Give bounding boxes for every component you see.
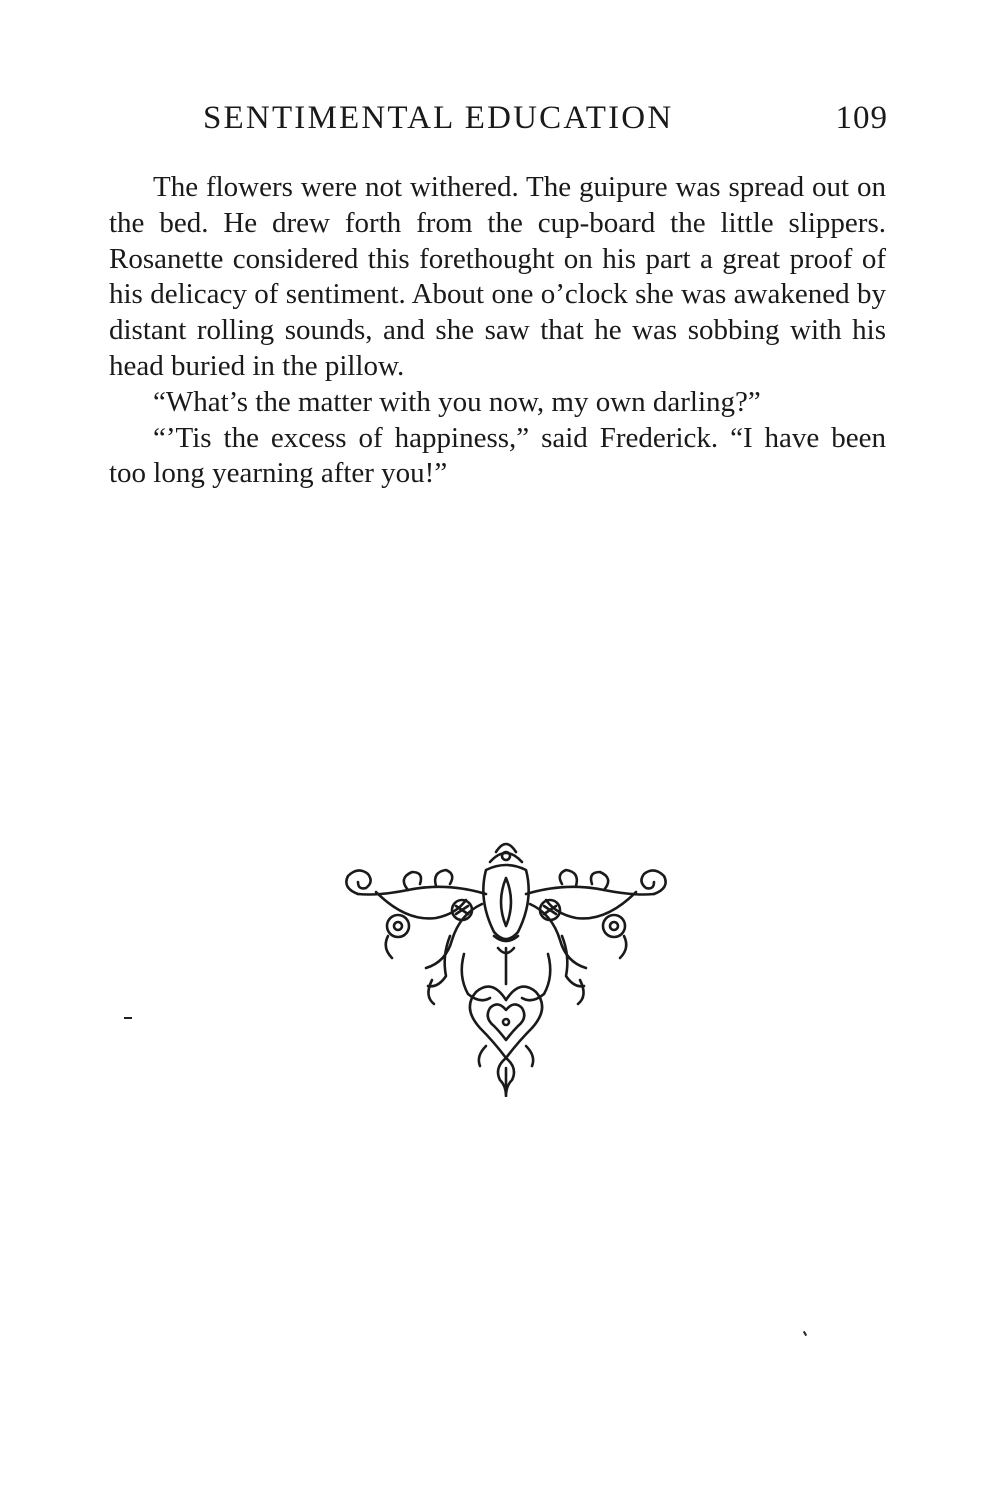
page-number: 109 [835,100,888,136]
paragraph-narrative: The flowers were not withered. The guipure was spread out on the bed. He drew forth from the cup-board the little slippers. Rosanette considered this forethought on his part a great proof of his delicacy of sentiment. About one o’clock she was awakened by distant rolling sounds, and she saw that he was sobbing with his head buried in the pillow. [109,171,886,382]
print-speck [124,1017,132,1019]
paragraph-reply: “’Tis the excess of happiness,” said Frederick. “I have been too long yearning after you!” [109,421,886,490]
print-speck [803,1331,807,1336]
paragraph-question: “What’s the matter with you now, my own darling?” [153,385,761,418]
floral-ornament-icon [336,832,676,1097]
running-title: SENTIMENTAL EDUCATION [203,100,674,136]
text-block [109,170,886,492]
running-head [203,96,888,140]
